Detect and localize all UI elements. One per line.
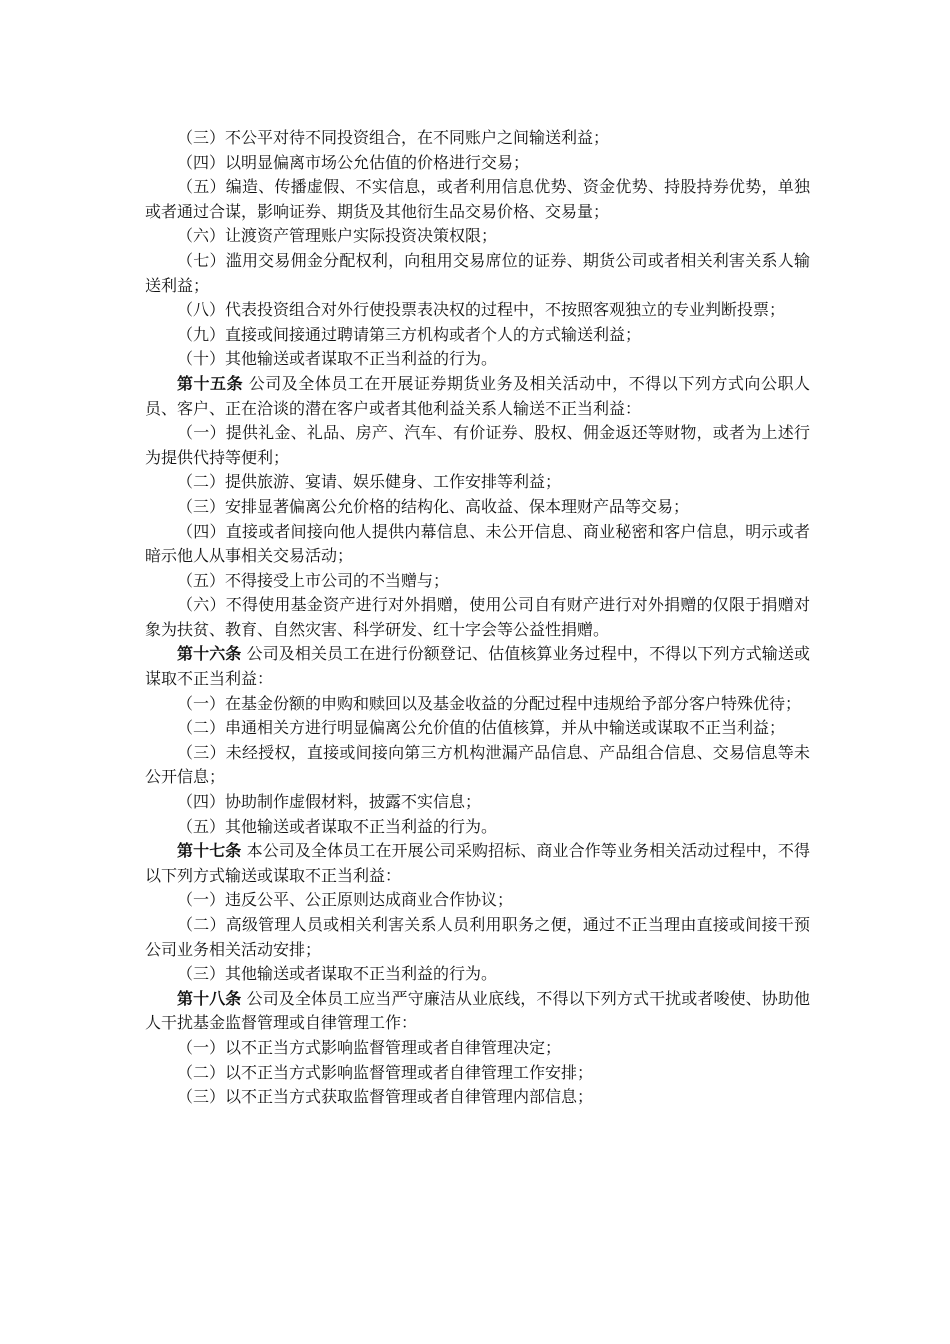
paragraph: （六）让渡资产管理账户实际投资决策权限； xyxy=(177,226,498,246)
paragraph: （二）高级管理人员或相关利害关系人员利用职务之便，通过不正当理由直接或间接干预公司业务相关活动安排； xyxy=(145,915,810,959)
article-paragraph: 第十八条 公司及全体员工应当严守廉洁从业底线，不得以下列方式干扰或者唆使、协助他人干扰基金监督管理或自律管理工作： xyxy=(145,988,810,1033)
paragraph: （三）不公平对待不同投资组合，在不同账户之间输送利益； xyxy=(177,128,610,147)
paragraph: （二）提供旅游、宴请、娱乐健身、工作安排等利益； xyxy=(177,472,562,492)
paragraph: （五）编造、传播虚假、不实信息，或者利用信息优势、资金优势、持股持券优势，单独或者通过合谋，影响证券、期货及其他衍生品交易价格、交易量； xyxy=(145,177,810,221)
paragraph: （二）以不正当方式影响监督管理或者自律管理工作安排； xyxy=(177,1062,594,1082)
paragraph: （一）在基金份额的申购和赎回以及基金收益的分配过程中违规给予部分客户特殊优待； xyxy=(177,693,802,713)
paragraph: （十）其他输送或者谋取不正当利益的行为。 xyxy=(177,349,498,369)
paragraph: （四）以明显偏离市场公允估值的价格进行交易； xyxy=(177,152,530,172)
article-number: 第十六条 xyxy=(177,644,242,664)
article-number: 第十五条 xyxy=(177,373,244,393)
paragraph: （一）提供礼金、礼品、房产、汽车、有价证券、股权、佣金返还等财物，或者为上述行为提供代持等便利； xyxy=(145,423,810,467)
article-paragraph: 第十五条 公司及全体员工在开展证券期货业务及相关活动中，不得以下列方式向公职人员、客户、正在洽谈的潜在客户或者其他利益关系人输送不正当利益： xyxy=(145,373,810,418)
paragraph: （三）其他输送或者谋取不正当利益的行为。 xyxy=(177,964,498,984)
article-number: 第十七条 xyxy=(177,841,242,861)
paragraph: （八）代表投资组合对外行使投票表决权的过程中，不按照客观独立的专业判断投票； xyxy=(177,300,786,320)
paragraph: （四）协助制作虚假材料，披露不实信息； xyxy=(177,792,482,812)
paragraph: （六）不得使用基金资产进行对外捐赠，使用公司自有财产进行对外捐赠的仅限于捐赠对象为扶贫、教育、自然灾害、科学研发、红十字会等公益性捐赠。 xyxy=(145,595,810,639)
paragraph: （一）违反公平、公正原则达成商业合作协议； xyxy=(177,890,514,910)
paragraph: （三）安排显著偏离公允价格的结构化、高收益、保本理财产品等交易； xyxy=(177,496,690,516)
paragraph: （一）以不正当方式影响监督管理或者自律管理决定； xyxy=(177,1037,562,1057)
paragraph: （五）其他输送或者谋取不正当利益的行为。 xyxy=(177,816,498,836)
article-paragraph: 第十七条 本公司及全体员工在开展公司采购招标、商业合作等业务相关活动过程中，不得以下列方式输送或谋取不正当利益： xyxy=(145,841,810,885)
paragraph: （九）直接或间接通过聘请第三方机构或者个人的方式输送利益； xyxy=(177,324,642,344)
paragraph: （五）不得接受上市公司的不当赠与； xyxy=(177,570,450,590)
paragraph: （三）未经授权，直接或间接向第三方机构泄漏产品信息、产品组合信息、交易信息等未公开信息； xyxy=(145,742,810,787)
paragraph: （七）滥用交易佣金分配权利，向租用交易席位的证券、期货公司或者相关利害关系人输送利益； xyxy=(145,250,810,295)
paragraph: （三）以不正当方式获取监督管理或者自律管理内部信息； xyxy=(177,1087,594,1107)
paragraph: （二）串通相关方进行明显偏离公允价值的估值核算，并从中输送或谋取不正当利益； xyxy=(177,718,786,738)
article-paragraph: 第十六条 公司及相关员工在进行份额登记、估值核算业务过程中，不得以下列方式输送或谋取不正当利益： xyxy=(145,644,810,689)
article-number: 第十八条 xyxy=(177,988,242,1008)
document-body xyxy=(145,126,810,1110)
paragraph: （四）直接或者间接向他人提供内幕信息、未公开信息、商业秘密和客户信息，明示或者暗示他人从事相关交易活动； xyxy=(145,521,810,566)
